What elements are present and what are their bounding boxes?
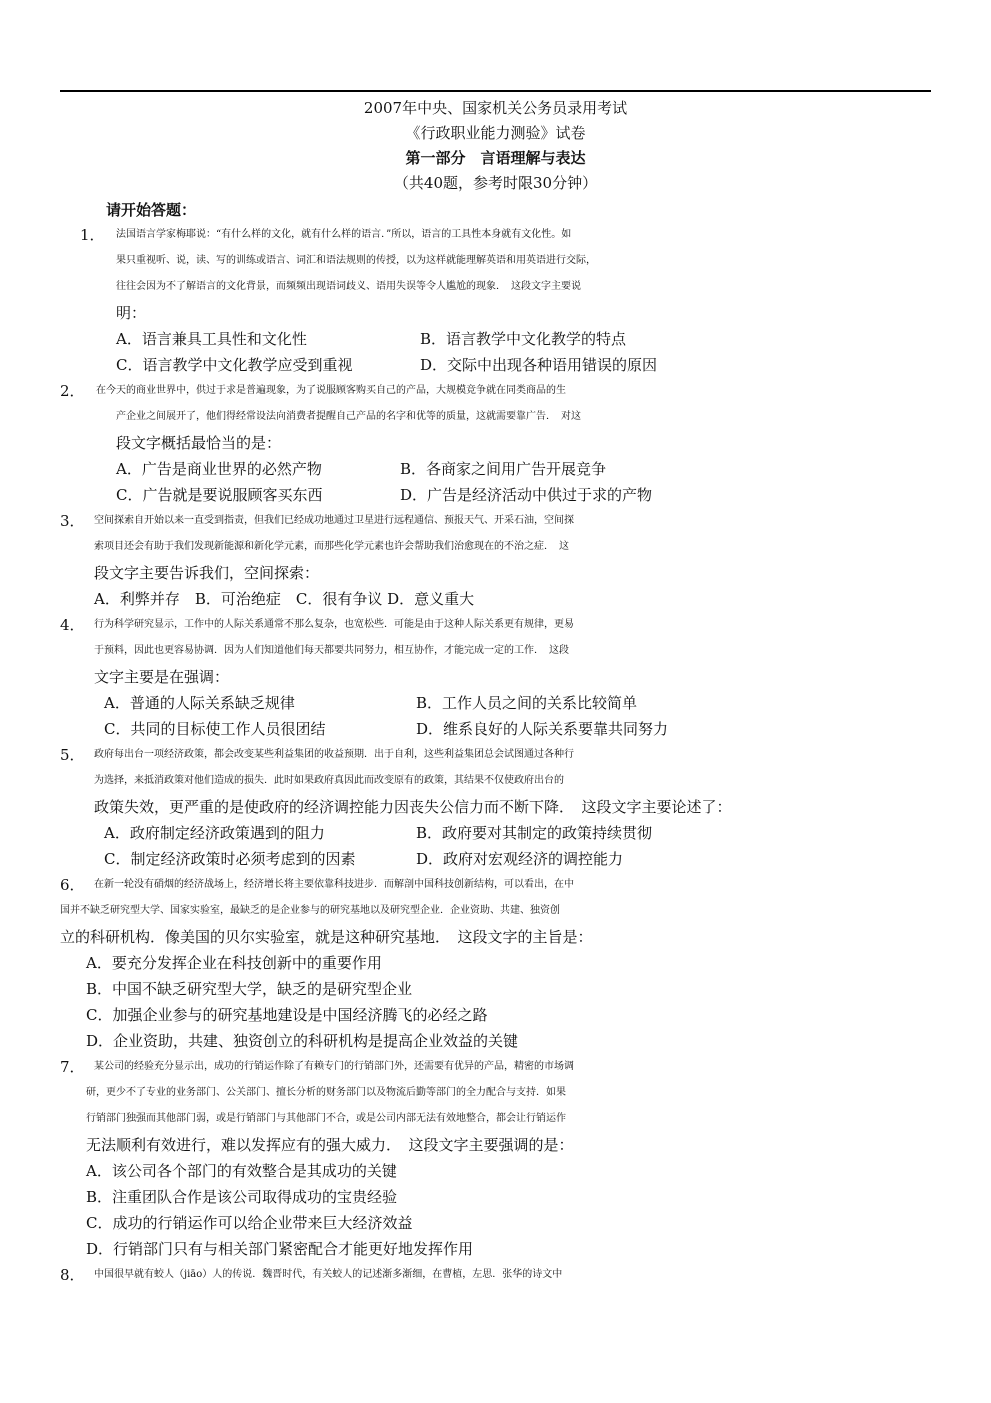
question-number: 2． [60,382,85,400]
option-b[interactable]: B．各商家之间用广告开展竞争 [400,460,607,478]
option-row[interactable]: A．利弊并存 B．可治绝症 C．很有争议 D．意义重大 [94,590,475,608]
question-number: 6． [60,876,85,894]
stem-line: 政策失效，更严重的是使政府的经济调控能力因丧失公信力而不断下降． 这段文字主要论述了： [94,798,732,816]
option-b[interactable]: B．中国不缺乏研究型大学，缺乏的是研究型企业 [86,980,413,998]
section-info: （共40题，参考时限30分钟） [393,174,598,192]
question-stem [116,222,932,248]
stem-line: 中国很早就有蛟人（jiāo）人的传说．魏晋时代，有关蛟人的记述渐多渐细，在曹植，左思．张华的诗文中 [94,1269,563,1280]
start-label: 请开始答题： [106,201,197,219]
section-title: 第一部分 言语理解与表达 [405,149,586,167]
option-b[interactable]: B．注重团队合作是该公司取得成功的宝贵经验 [86,1188,398,1206]
option-b[interactable]: B．政府要对其制定的政策持续贯彻 [416,824,653,842]
stem-line: 空间探索自开始以来一直受到指责，但我们已经成功地通过卫星进行远程通信、预报天气、开采石油，空间探 [94,515,574,526]
option-a[interactable]: A．要充分发挥企业在科技创新中的重要作用 [86,954,382,972]
stem-line: 索项目还会有助于我们发现新能源和新化学元素，而那些化学元素也许会帮助我们治愈现在的不治之症． 这 [94,541,569,552]
stem-line: 某公司的经验充分显示出，成功的行销运作除了有赖专门的行销部门外，还需要有优异的产品，精密的市场调 [94,1061,574,1072]
stem-line: 国并不缺乏研究型大学、国家实验室，最缺乏的是企业参与的研究基地以及研究型企业．企业资助、共建、独资创 [60,905,560,916]
stem-line: 段文字主要告诉我们，空间探索： [94,564,320,582]
option-c[interactable]: C．共同的目标使工作人员很团结 [104,720,326,738]
stem-line: 行销部门独强而其他部门弱，或是行销部门与其他部门不合，或是公司内部无法有效地整合，都会让行销运作 [86,1113,566,1124]
stem-line: 明： [116,304,147,322]
option-c[interactable]: C．制定经济政策时必须考虑到的因素 [104,850,356,868]
stem-line: 在今天的商业世界中，供过于求是普遍现象，为了说服顾客购买自己的产品，大规模竞争就在同类商品的生 [96,385,566,396]
option-a[interactable]: A．政府制定经济政策遇到的阻力 [104,824,325,842]
option-d[interactable]: D．维系良好的人际关系要靠共同努力 [416,720,669,738]
option-d[interactable]: D．政府对宏观经济的调控能力 [416,850,624,868]
stem-line: 为选择，来抵消政策对他们造成的损失．此时如果政府真因此而改变原有的政策，其结果不仅使政府出台的 [94,775,564,786]
option-d[interactable]: D．交际中出现各种语用错误的原因 [420,356,658,374]
option-d[interactable]: D．广告是经济活动中供过于求的产物 [400,486,653,504]
stem-line: 无法顺利有效进行，难以发挥应有的强大威力． 这段文字主要强调的是： [86,1136,574,1154]
option-c[interactable]: C．加强企业参与的研究基地建设是中国经济腾飞的必经之路 [86,1006,488,1024]
stem-line: 研，更少不了专业的业务部门、公关部门、擅长分析的财务部门以及物流后勤等部门的全力配合与支持．如果 [86,1087,566,1098]
option-c[interactable]: C．语言教学中文化教学应受到重视 [116,356,353,374]
exam-header [60,96,931,196]
stem-line: 果只重视听、说，读、写的训练或语言、词汇和语法规则的传授，以为这样就能理解英语和用英语进行交际， [116,255,596,266]
stem-line: 文字主要是在强调： [94,668,230,686]
paper-title: 《行政职业能力测验》试卷 [405,124,586,142]
stem-line: 在新一轮没有硝烟的经济战场上，经济增长将主要依靠科技进步．而解剖中国科技创新结构，可以看出，在中 [94,879,574,890]
option-b[interactable]: B．语言教学中文化教学的特点 [420,330,627,348]
option-d[interactable]: D．行销部门只有与相关部门紧密配合才能更好地发挥作用 [86,1240,474,1258]
question-number: 4． [60,616,85,634]
stem-line: 产企业之间展开了，他们得经常设法向消费者提醒自己产品的名字和优等的质量，这就需要靠广告． 对这 [116,411,581,422]
stem-line: 段文字概括最恰当的是： [116,434,282,452]
question-number: 5． [60,746,85,764]
option-c[interactable]: C．成功的行销运作可以给企业带来巨大经济效益 [86,1214,413,1232]
stem-line: 法国语言学家梅耶说：“有什么样的文化，就有什么样的语言．”所以，语言的工具性本身就有文化性。如 [116,229,572,240]
option-d[interactable]: D．企业资助，共建、独资创立的科研机构是提高企业效益的关键 [86,1032,519,1050]
stem-line: 往往会因为不了解语言的文化背景，而频频出现语词歧义、语用失误等令人尴尬的现象． 这段文字主要说 [116,281,581,292]
option-a[interactable]: A．该公司各个部门的有效整合是其成功的关键 [86,1162,397,1180]
stem-line: 立的科研机构．像美国的贝尔实验室，就是这种研究基地． 这段文字的主旨是： [60,928,593,946]
option-b[interactable]: B．工作人员之间的关系比较简单 [416,694,638,712]
stem-line: 政府每出台一项经济政策，都会改变某些利益集团的收益预期．出于自利，这些利益集团总会试图通过各种行 [94,749,574,760]
option-c[interactable]: C．广告就是要说服顾客买东西 [116,486,323,504]
question-number: 3． [60,512,85,530]
option-a[interactable]: A．语言兼具工具性和文化性 [116,330,307,348]
question-number: 8． [60,1266,85,1284]
stem-line: 行为科学研究显示，工作中的人际关系通常不那么复杂，也宽松些．可能是由于这种人际关系更有规律，更易 [94,619,574,630]
stem-line: 于预料，因此也更容易协调．因为人们知道他们每天都要共同努力，相互协作，才能完成一定的工作． 这段 [94,645,569,656]
option-a[interactable]: A．普通的人际关系缺乏规律 [104,694,295,712]
top-rule [60,90,931,92]
option-a[interactable]: A．广告是商业世界的必然产物 [116,460,322,478]
question-number: 1． [80,226,105,244]
exam-title: 2007年中央、国家机关公务员录用考试 [363,99,628,117]
question-number: 7． [60,1058,85,1076]
